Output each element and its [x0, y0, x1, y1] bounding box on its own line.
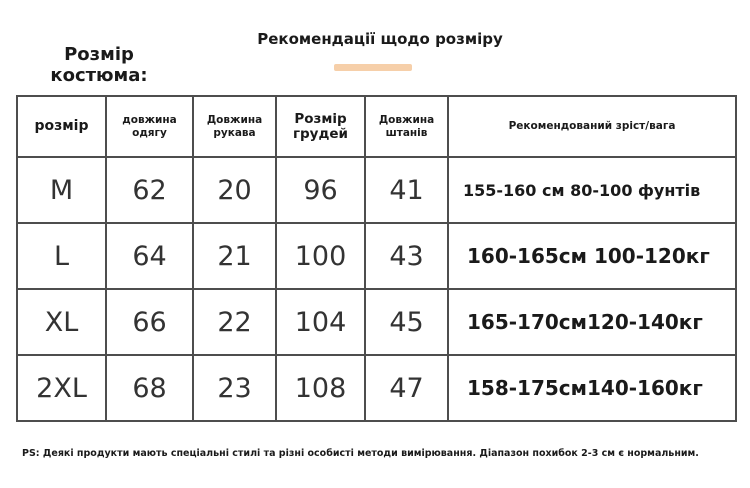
cell-recommended: 160-165см 100-120кг — [448, 223, 736, 289]
cell-garment-length: 62 — [106, 157, 193, 223]
table-row — [17, 355, 736, 421]
page-title: Рекомендації щодо розміру — [257, 30, 503, 48]
cell-pants-length: 47 — [365, 355, 448, 421]
header-sleeve-length-line2: рукава — [213, 126, 256, 139]
cell-garment-length: 68 — [106, 355, 193, 421]
suit-size-label-line2: костюма: — [50, 65, 148, 86]
cell-recommended: 155-160 см 80-100 фунтів — [448, 157, 736, 223]
header-recommended: Рекомендований зріст/вага — [448, 96, 736, 157]
cell-pants-length: 41 — [365, 157, 448, 223]
cell-pants-length: 45 — [365, 289, 448, 355]
accent-bar — [334, 64, 412, 71]
cell-sleeve-length: 21 — [193, 223, 276, 289]
cell-chest-size: 96 — [276, 157, 365, 223]
cell-size: XL — [17, 289, 106, 355]
table-row — [17, 223, 736, 289]
header-sleeve-length-line1: Довжина — [206, 113, 263, 126]
cell-garment-length: 64 — [106, 223, 193, 289]
header-pants-length-line2: штанів — [385, 126, 428, 139]
header-pants-length-line1: Довжина — [378, 113, 435, 126]
cell-chest-size: 108 — [276, 355, 365, 421]
header-sleeve-length — [193, 96, 276, 157]
table-row — [17, 289, 736, 355]
header-size: розмір — [17, 96, 106, 157]
cell-sleeve-length: 22 — [193, 289, 276, 355]
table-row — [17, 157, 736, 223]
header-chest-size-line1: Розмір — [294, 110, 347, 127]
cell-sleeve-length: 20 — [193, 157, 276, 223]
cell-size: M — [17, 157, 106, 223]
header-garment-length-line2: одягу — [132, 126, 167, 139]
table-header-row — [17, 96, 736, 157]
cell-size: 2XL — [17, 355, 106, 421]
size-table — [16, 95, 737, 422]
header-garment-length-line1: довжина — [122, 113, 177, 126]
cell-chest-size: 104 — [276, 289, 365, 355]
cell-chest-size: 100 — [276, 223, 365, 289]
suit-size-label-line1: Розмір — [64, 44, 134, 65]
header-chest-size-line2: грудей — [292, 125, 349, 142]
cell-size: L — [17, 223, 106, 289]
header-garment-length — [106, 96, 193, 157]
suit-size-label — [44, 44, 154, 86]
cell-recommended: 165-170см120-140кг — [448, 289, 736, 355]
cell-pants-length: 43 — [365, 223, 448, 289]
footnote: PS: Деякі продукти мають спеціальні стилі та різні особисті методи вимірювання. Діапазон похибок 2-3 см є нормальним. — [22, 448, 699, 459]
cell-garment-length: 66 — [106, 289, 193, 355]
cell-sleeve-length: 23 — [193, 355, 276, 421]
header-pants-length — [365, 96, 448, 157]
cell-recommended: 158-175см140-160кг — [448, 355, 736, 421]
header-chest-size — [276, 96, 365, 157]
